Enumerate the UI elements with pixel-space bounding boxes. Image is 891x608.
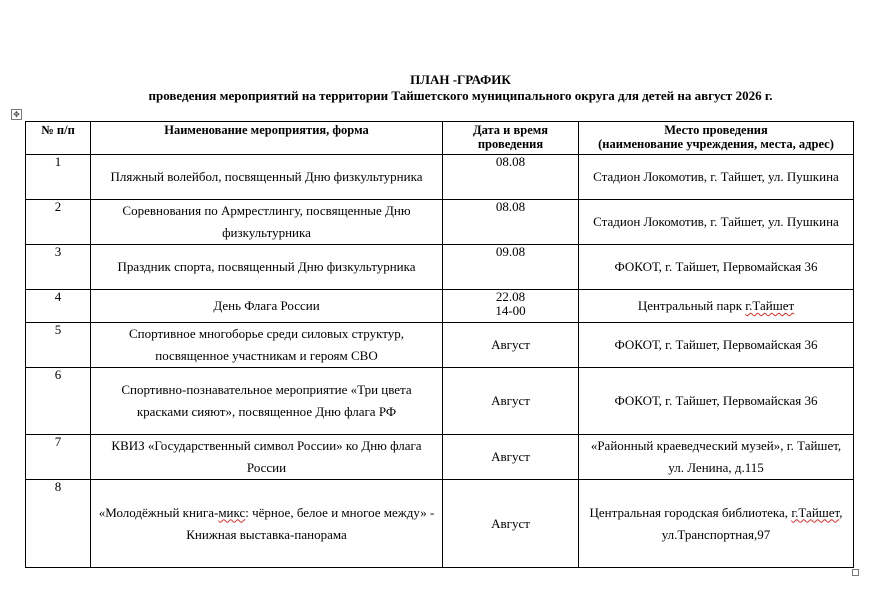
event-place: ФОКОТ, г. Тайшет, Первомайская 36 bbox=[579, 368, 854, 435]
col-header-date-line2: проведения bbox=[477, 137, 544, 151]
event-name: Пляжный волейбол, посвященный Дню физкультурника bbox=[91, 155, 443, 200]
table-row bbox=[26, 323, 854, 368]
event-date: Август bbox=[443, 323, 579, 368]
document-title-block bbox=[0, 72, 891, 104]
row-number: 7 bbox=[26, 435, 91, 480]
col-header-date bbox=[443, 122, 579, 155]
spellcheck-flag: г.Тайшет bbox=[791, 504, 840, 520]
event-date: 08.08 bbox=[443, 155, 579, 200]
event-name: КВИЗ «Государственный символ России» ко Дню флага России bbox=[91, 435, 443, 480]
table-row bbox=[26, 368, 854, 435]
document-title: ПЛАН -ГРАФИК bbox=[410, 72, 511, 87]
table-move-handle-icon[interactable]: ✥ bbox=[11, 109, 22, 120]
document-subtitle: проведения мероприятий на территории Тайшетского муниципального округа для детей на август 2026 г. bbox=[148, 88, 773, 103]
schedule-table bbox=[25, 121, 854, 568]
event-name-part: Книжная выставка-панорама bbox=[186, 526, 347, 542]
col-header-place-line2: (наименование учреждения, места, адрес) bbox=[598, 137, 834, 151]
table-row bbox=[26, 155, 854, 200]
row-number: 6 bbox=[26, 368, 91, 435]
col-header-place-line1: Место проведения bbox=[664, 123, 768, 137]
event-place: ФОКОТ, г. Тайшет, Первомайская 36 bbox=[579, 323, 854, 368]
event-name bbox=[91, 480, 443, 568]
table-row bbox=[26, 245, 854, 290]
event-name-part: «Молодёжный книга- bbox=[98, 504, 219, 520]
spellcheck-flag: г.Тайшет bbox=[745, 298, 795, 313]
event-date: 08.08 bbox=[443, 200, 579, 245]
table-header-row bbox=[26, 122, 854, 155]
event-name: Спортивное многоборье среди силовых структур, посвященное участникам и героям СВО bbox=[91, 323, 443, 368]
row-number: 8 bbox=[26, 480, 91, 568]
table-row bbox=[26, 480, 854, 568]
event-place: Стадион Локомотив, г. Тайшет, ул. Пушкина bbox=[579, 200, 854, 245]
event-time: 14-00 bbox=[495, 303, 526, 318]
table-row bbox=[26, 435, 854, 480]
event-name: Праздник спорта, посвященный Дню физкультурника bbox=[91, 245, 443, 290]
table-row bbox=[26, 290, 854, 323]
event-date: 09.08 bbox=[443, 245, 579, 290]
event-date: Август bbox=[443, 368, 579, 435]
event-date: Август bbox=[443, 435, 579, 480]
row-number: 2 bbox=[26, 200, 91, 245]
event-place bbox=[579, 480, 854, 568]
row-number: 4 bbox=[26, 290, 91, 323]
spellcheck-flag: микс bbox=[218, 504, 246, 520]
event-place: ФОКОТ, г. Тайшет, Первомайская 36 bbox=[579, 245, 854, 290]
event-place: Стадион Локомотив, г. Тайшет, ул. Пушкина bbox=[579, 155, 854, 200]
event-date: 22.08 bbox=[495, 289, 526, 304]
row-number: 5 bbox=[26, 323, 91, 368]
event-name: Спортивно-познавательное мероприятие «Три цвета красками сияют», посвященное Дню флага РФ bbox=[91, 368, 443, 435]
event-place bbox=[579, 290, 854, 323]
table-row bbox=[26, 200, 854, 245]
event-name: День Флага России bbox=[91, 290, 443, 323]
col-header-date-line1: Дата и время bbox=[472, 123, 549, 137]
event-place-text: , ул.Транспортная,97 bbox=[661, 504, 843, 542]
event-name: Соревнования по Армрестлингу, посвященные Дню физкультурника bbox=[91, 200, 443, 245]
event-date: Август bbox=[443, 480, 579, 568]
col-header-name: Наименование мероприятия, форма bbox=[91, 122, 443, 155]
row-number: 1 bbox=[26, 155, 91, 200]
col-header-number: № п/п bbox=[26, 122, 91, 155]
event-name-part: : чёрное, белое и многое между» - bbox=[245, 504, 435, 520]
row-number: 3 bbox=[26, 245, 91, 290]
event-place-text: Центральный парк bbox=[637, 298, 746, 313]
event-place-text: Центральная городская библиотека, bbox=[589, 504, 792, 520]
event-date-time bbox=[443, 290, 579, 323]
event-place: «Районный краеведческий музей», г. Тайшет, ул. Ленина, д.115 bbox=[579, 435, 854, 480]
col-header-place bbox=[579, 122, 854, 155]
table-resize-handle-icon[interactable] bbox=[852, 569, 859, 576]
